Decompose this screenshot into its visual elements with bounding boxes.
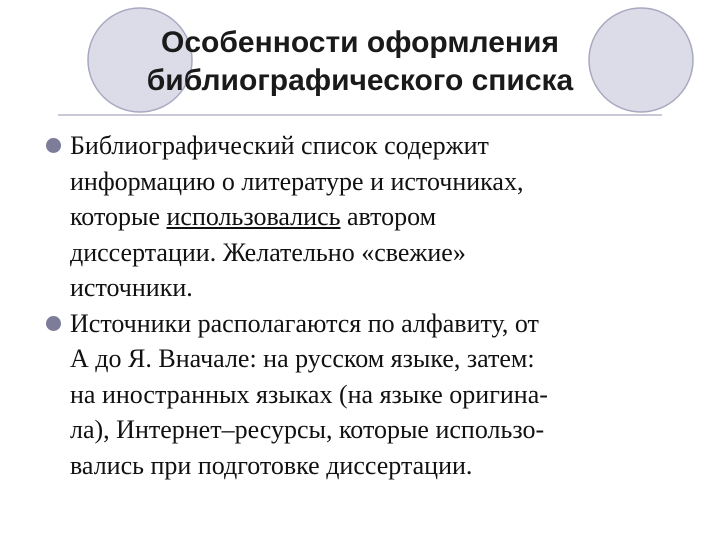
bullet-2-line-4: ла), Интернет–ресурсы, которые использо- — [70, 415, 545, 444]
bullet-1-line-4: диссертации. Желательно «свежие» — [70, 237, 466, 267]
bullet-2-line-1: Источники располагаются по алфавиту, от — [70, 308, 539, 338]
bullet-icon — [46, 138, 61, 153]
bullet-item-sources-order — [44, 306, 684, 484]
slide-title-line-2: библиографического списка — [146, 64, 574, 97]
bullet-1-line-2: информацию о литературе и источниках, — [70, 166, 524, 196]
bullet-icon — [46, 316, 61, 331]
bullet-1-line-3-after: автором — [340, 202, 437, 231]
bullet-2-line-3: на иностранных языках (на языке оригина- — [70, 379, 548, 409]
bullet-1-line-1: Библиографический список содержит — [70, 131, 489, 160]
slide-content — [44, 128, 684, 483]
bullet-1-line-3 — [70, 199, 684, 235]
bullet-1-underlined-word: использовались — [166, 202, 341, 231]
bullet-1-line-3-before: которые — [70, 202, 167, 231]
bullet-item-bibliography — [44, 128, 684, 306]
slide-title-line-1: Особенности оформления — [161, 26, 559, 59]
bullet-1-line-5: источники. — [70, 273, 193, 302]
bullet-2-line-5: вались при подготовке диссертации. — [70, 450, 473, 480]
slide-title — [60, 24, 660, 100]
title-divider — [58, 114, 662, 116]
bullet-2-line-2: А до Я. Вначале: на русском языке, затем: — [70, 344, 535, 373]
